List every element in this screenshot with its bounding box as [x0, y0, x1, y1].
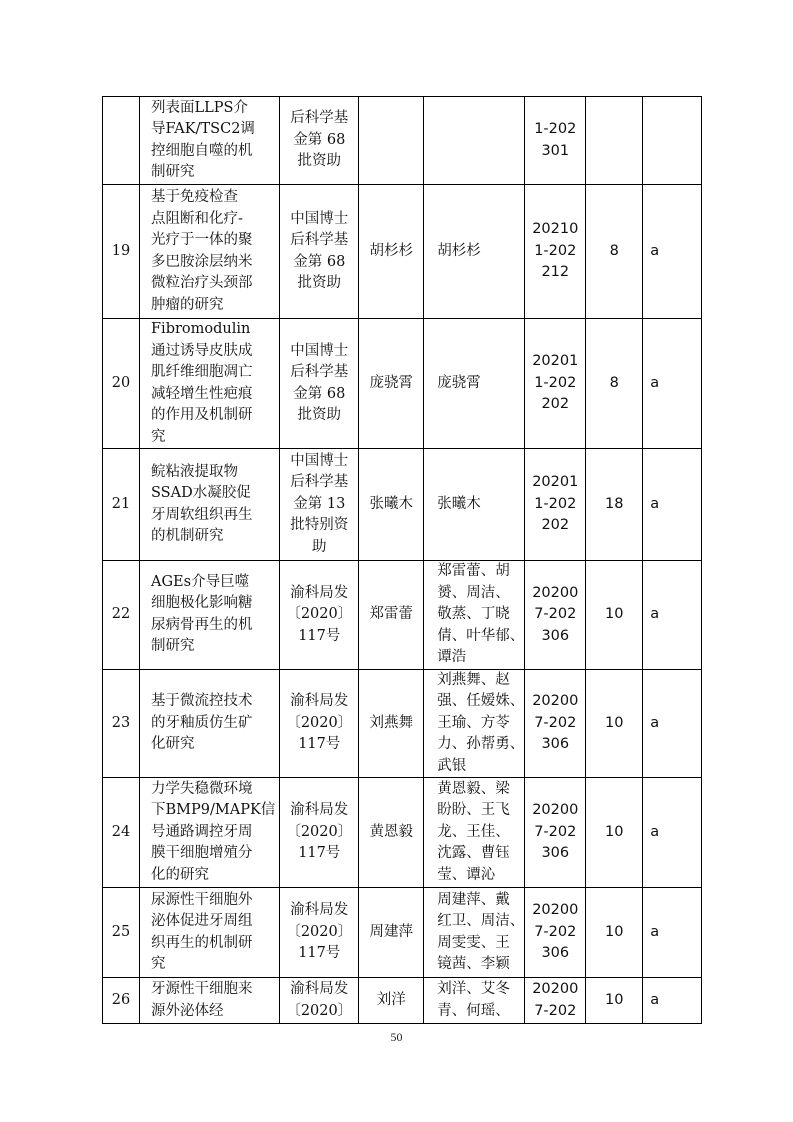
project-number-text: 21: [111, 495, 131, 512]
project-leader-line: 刘燕舞: [369, 714, 414, 731]
project-members-line: 庞骁霄: [437, 374, 481, 391]
project-source-line: 〔2020〕: [286, 923, 353, 940]
project-leader-cell: [359, 319, 424, 449]
project-leader-line: 胡杉杉: [369, 242, 414, 259]
project-funding-text: 10: [605, 823, 624, 840]
project-members-line: 张曦木: [437, 495, 481, 512]
project-source-cell: [280, 97, 359, 185]
project-source-line: 后科学基: [290, 474, 349, 491]
table-row: [103, 888, 702, 978]
project-period-cell: [525, 669, 586, 778]
project-period-line: 306: [541, 627, 570, 644]
project-source-line: 117号: [298, 627, 341, 644]
project-title-line: Fibromodulin: [151, 321, 251, 337]
project-title-line: 泌体促进牙周组: [151, 913, 253, 929]
project-source-line: 117号: [298, 845, 341, 862]
project-source-line: 批特别资: [290, 517, 349, 534]
project-members-cell: [424, 97, 525, 185]
project-number-cell: [103, 978, 140, 1024]
project-period-cell: [525, 978, 586, 1024]
project-period-line: 20200: [532, 802, 579, 819]
project-period-line: 7-202: [534, 1002, 577, 1019]
project-leader-cell: [359, 669, 424, 778]
project-title-line: 牙源性干细胞来: [151, 981, 253, 997]
project-members-cell: [424, 888, 525, 978]
project-period-line: 7-202: [534, 714, 577, 731]
project-type-text: a: [650, 606, 660, 622]
project-source-line: 后科学基: [290, 110, 349, 127]
project-period-line: 20200: [532, 584, 579, 601]
project-members-line: 胡杉杉: [437, 242, 481, 259]
project-title-line: 化研究: [151, 736, 195, 752]
project-members-line: 武银: [437, 757, 467, 774]
project-title-line: 基于微流控技术: [151, 693, 253, 709]
project-number-text: 23: [111, 714, 131, 731]
project-title-line: 的牙釉质仿生矿: [151, 714, 253, 731]
project-members-line: 黄恩毅、梁: [437, 780, 510, 797]
project-title-line: 控细胞自噬的机: [151, 142, 253, 159]
project-title-line: 光疗于一体的聚: [151, 232, 253, 248]
project-title-line: AGEs介导巨噬: [151, 573, 250, 590]
project-source-line: 金第 68: [293, 131, 346, 148]
project-members-line: 赟、周洁、: [437, 584, 510, 601]
project-title-line: 制研究: [151, 164, 195, 180]
project-period-line: 7-202: [534, 606, 577, 622]
project-members-line: 红卫、周洁、: [437, 913, 525, 929]
project-source-line: 金第 68: [293, 385, 346, 402]
project-period-line: 20200: [532, 693, 579, 709]
project-members-line: 青、何瑶、: [437, 1002, 510, 1019]
project-title-line: 尿病骨再生的机: [151, 616, 253, 633]
project-title-line: 号通路调控牙周: [151, 823, 253, 840]
project-leader-cell: [359, 978, 424, 1024]
project-title-line: 列表面LLPS介: [151, 99, 248, 116]
project-source-line: 金第 13: [293, 495, 346, 512]
project-title-line: SSAD水凝胶促: [151, 485, 251, 501]
project-funding-text: 10: [605, 923, 624, 940]
table-row: [103, 669, 702, 778]
project-source-cell: [280, 888, 359, 978]
project-title-line: 多巴胺涂层纳米: [151, 253, 253, 270]
project-members-line: 盼盼、王飞: [437, 802, 510, 819]
project-title-line: 下BMP9/MAPK信: [151, 802, 276, 819]
project-source-line: 批资助: [297, 275, 342, 291]
project-period-line: 212: [541, 264, 570, 281]
project-funding-cell: [586, 561, 643, 670]
project-source-line: 〔2020〕: [286, 714, 353, 731]
project-source-line: 渝科局发: [290, 902, 349, 919]
table-row: [103, 561, 702, 670]
project-title-cell: [140, 978, 280, 1024]
project-title-line: 究: [151, 956, 166, 972]
project-title-line: 源外泌体经: [151, 1002, 224, 1019]
project-period-cell: [525, 449, 586, 561]
project-title-line: 的机制研究: [151, 528, 224, 544]
project-period-cell: [525, 319, 586, 449]
project-members-cell: [424, 669, 525, 778]
project-members-cell: [424, 561, 525, 670]
project-title-line: 细胞极化影响糖: [151, 595, 253, 612]
table-row: [103, 185, 702, 319]
project-funding-cell: [586, 97, 643, 185]
project-period-cell: [525, 97, 586, 185]
project-type-text: a: [650, 374, 660, 391]
project-type-text: a: [650, 923, 660, 940]
project-members-line: 刘燕舞、赵: [437, 671, 510, 688]
project-title-line: 通过诱导皮肤成: [151, 342, 253, 359]
project-funding-text: 8: [609, 374, 619, 391]
project-members-line: 龙、王佳、: [437, 823, 510, 840]
project-source-line: 117号: [298, 945, 341, 962]
project-table: [102, 96, 702, 1024]
project-period-line: 202: [541, 396, 570, 413]
project-members-line: 力、孙帮勇、: [437, 736, 525, 752]
table-row: [103, 319, 702, 449]
project-source-cell: [280, 669, 359, 778]
project-source-line: 中国博士: [290, 210, 349, 227]
project-title-line: 膜干细胞增殖分: [151, 845, 253, 862]
project-number-cell: [103, 319, 140, 449]
project-period-line: 20200: [532, 981, 579, 997]
project-members-line: 谭浩: [437, 649, 467, 665]
project-members-cell: [424, 778, 525, 888]
project-source-cell: [280, 449, 359, 561]
project-leader-line: 周建萍: [369, 923, 414, 940]
project-funding-text: 8: [609, 242, 619, 259]
table-row: [103, 778, 702, 888]
project-type-cell: [643, 97, 702, 185]
project-title-line: 的作用及机制研: [151, 407, 253, 423]
project-funding-text: 18: [605, 495, 624, 512]
project-number-text: 25: [111, 923, 131, 940]
project-source-line: 渝科局发: [290, 693, 349, 709]
project-title-line: 织再生的机制研: [151, 934, 253, 951]
project-funding-cell: [586, 319, 643, 449]
project-source-line: 中国博士: [290, 452, 349, 469]
project-period-cell: [525, 778, 586, 888]
project-type-cell: [643, 319, 702, 449]
project-members-line: 敬蒸、丁晓: [437, 606, 510, 622]
project-title-line: 基于免疫检查: [151, 189, 238, 205]
project-number-cell: [103, 561, 140, 670]
project-type-text: a: [650, 823, 660, 840]
project-leader-cell: [359, 449, 424, 561]
project-period-line: 7-202: [534, 923, 577, 940]
table-row: [103, 978, 702, 1024]
project-leader-line: 刘洋: [376, 991, 406, 1008]
project-title-cell: [140, 185, 280, 319]
project-source-line: 助: [312, 538, 327, 555]
project-members-cell: [424, 319, 525, 449]
project-members-line: 莹、谭沁: [437, 866, 496, 883]
project-members-cell: [424, 978, 525, 1024]
project-funding-text: 10: [605, 714, 624, 731]
project-leader-line: 张曦木: [369, 495, 414, 512]
project-source-line: 中国博士: [290, 342, 349, 359]
project-type-cell: [643, 778, 702, 888]
project-period-line: 7-202: [534, 823, 577, 840]
project-title-line: 化的研究: [151, 866, 209, 883]
project-type-text: a: [650, 991, 660, 1008]
project-title-cell: [140, 561, 280, 670]
project-members-line: 刘洋、艾冬: [437, 981, 510, 997]
project-title-cell: [140, 888, 280, 978]
project-leader-line: 黄恩毅: [369, 823, 414, 840]
project-title-line: 制研究: [151, 638, 195, 655]
project-funding-cell: [586, 978, 643, 1024]
project-members-line: 周雯雯、王: [437, 934, 510, 951]
project-title-line: 减轻增生性疤痕: [151, 385, 253, 402]
project-source-cell: [280, 978, 359, 1024]
project-period-cell: [525, 888, 586, 978]
project-title-line: 微粒治疗头颈部: [151, 275, 253, 291]
project-period-cell: [525, 561, 586, 670]
project-title-line: 究: [151, 428, 166, 445]
project-members-line: 倩、叶华郁、: [437, 627, 525, 644]
project-period-line: 1-202: [534, 242, 577, 259]
project-number-text: 24: [111, 823, 131, 840]
project-funding-cell: [586, 669, 643, 778]
project-members-line: 强、任嫒姝、: [437, 693, 525, 709]
project-number-cell: [103, 669, 140, 778]
project-members-cell: [424, 449, 525, 561]
project-funding-cell: [586, 778, 643, 888]
project-title-line: 点阻断和化疗-: [151, 210, 243, 227]
project-period-line: 202: [541, 517, 570, 534]
project-source-line: 批资助: [297, 153, 342, 170]
project-source-line: 批资助: [297, 407, 342, 423]
project-leader-cell: [359, 97, 424, 185]
project-type-cell: [643, 561, 702, 670]
project-period-line: 20210: [532, 221, 579, 238]
project-title-line: 肌纤维细胞凋亡: [151, 364, 253, 380]
project-title-cell: [140, 97, 280, 185]
project-source-line: 117号: [298, 736, 341, 752]
project-title-cell: [140, 778, 280, 888]
project-title-line: 导FAK/TSC2调: [151, 121, 255, 137]
project-period-line: 20201: [532, 353, 579, 370]
project-period-line: 1-202: [534, 374, 577, 391]
project-number-cell: [103, 888, 140, 978]
project-period-line: 20200: [532, 902, 579, 919]
project-title-line: 尿源性干细胞外: [151, 891, 253, 908]
project-number-cell: [103, 778, 140, 888]
project-source-cell: [280, 561, 359, 670]
project-leader-cell: [359, 185, 424, 319]
project-funding-cell: [586, 888, 643, 978]
project-number-text: 20: [111, 374, 131, 391]
project-funding-cell: [586, 185, 643, 319]
project-type-cell: [643, 669, 702, 778]
project-leader-cell: [359, 888, 424, 978]
project-funding-text: 10: [605, 991, 624, 1008]
project-source-line: 〔2020〕: [286, 1002, 353, 1019]
project-title-line: 鲩粘液提取物: [151, 463, 238, 480]
project-source-line: 金第 68: [293, 253, 346, 270]
project-type-cell: [643, 185, 702, 319]
project-source-line: 渝科局发: [290, 802, 349, 819]
project-members-line: 王瑜、方苓: [437, 714, 510, 731]
project-funding-text: 10: [605, 606, 624, 622]
project-source-cell: [280, 185, 359, 319]
project-period-line: 306: [541, 736, 570, 752]
project-source-line: 渝科局发: [290, 981, 349, 997]
project-title-cell: [140, 669, 280, 778]
project-type-cell: [643, 449, 702, 561]
project-members-cell: [424, 185, 525, 319]
project-members-line: 沈露、曹钰: [437, 845, 510, 862]
project-number-text: 26: [111, 991, 131, 1008]
project-period-line: 306: [541, 945, 570, 962]
project-number-cell: [103, 185, 140, 319]
project-source-line: 后科学基: [290, 364, 349, 380]
project-source-line: 〔2020〕: [286, 606, 353, 622]
project-number-text: 19: [111, 242, 131, 259]
project-members-line: 周建萍、戴: [437, 891, 510, 908]
project-type-cell: [643, 978, 702, 1024]
project-source-line: 后科学基: [290, 232, 349, 248]
project-type-cell: [643, 888, 702, 978]
project-title-line: 肿瘤的研究: [151, 296, 224, 313]
project-members-line: 郑雷蕾、胡: [437, 563, 510, 579]
page-number: 50: [390, 1030, 403, 1044]
project-source-line: 〔2020〕: [286, 823, 353, 840]
project-title-cell: [140, 319, 280, 449]
project-period-line: 1-202: [534, 495, 577, 512]
project-members-line: 镜茜、李颖: [437, 956, 510, 972]
project-leader-cell: [359, 778, 424, 888]
project-period-line: 301: [541, 142, 570, 159]
table-row: [103, 97, 702, 185]
project-leader-line: 庞骁霄: [369, 374, 414, 391]
project-number-cell: [103, 449, 140, 561]
project-source-cell: [280, 778, 359, 888]
project-funding-cell: [586, 449, 643, 561]
project-period-cell: [525, 185, 586, 319]
project-source-line: 渝科局发: [290, 584, 349, 601]
project-source-cell: [280, 319, 359, 449]
project-type-text: a: [650, 714, 660, 731]
project-type-text: a: [650, 242, 660, 259]
project-number-text: 22: [111, 606, 131, 622]
project-title-line: 力学失稳微环境: [151, 780, 253, 797]
table-row: [103, 449, 702, 561]
project-title-line: 牙周软组织再生: [151, 506, 253, 523]
project-title-cell: [140, 449, 280, 561]
project-period-line: 306: [541, 845, 570, 862]
project-leader-cell: [359, 561, 424, 670]
project-period-line: 20201: [532, 474, 579, 491]
project-leader-line: 郑雷蕾: [369, 606, 414, 622]
project-number-cell: [103, 97, 140, 185]
project-type-text: a: [650, 495, 660, 512]
project-period-line: 1-202: [534, 121, 577, 137]
